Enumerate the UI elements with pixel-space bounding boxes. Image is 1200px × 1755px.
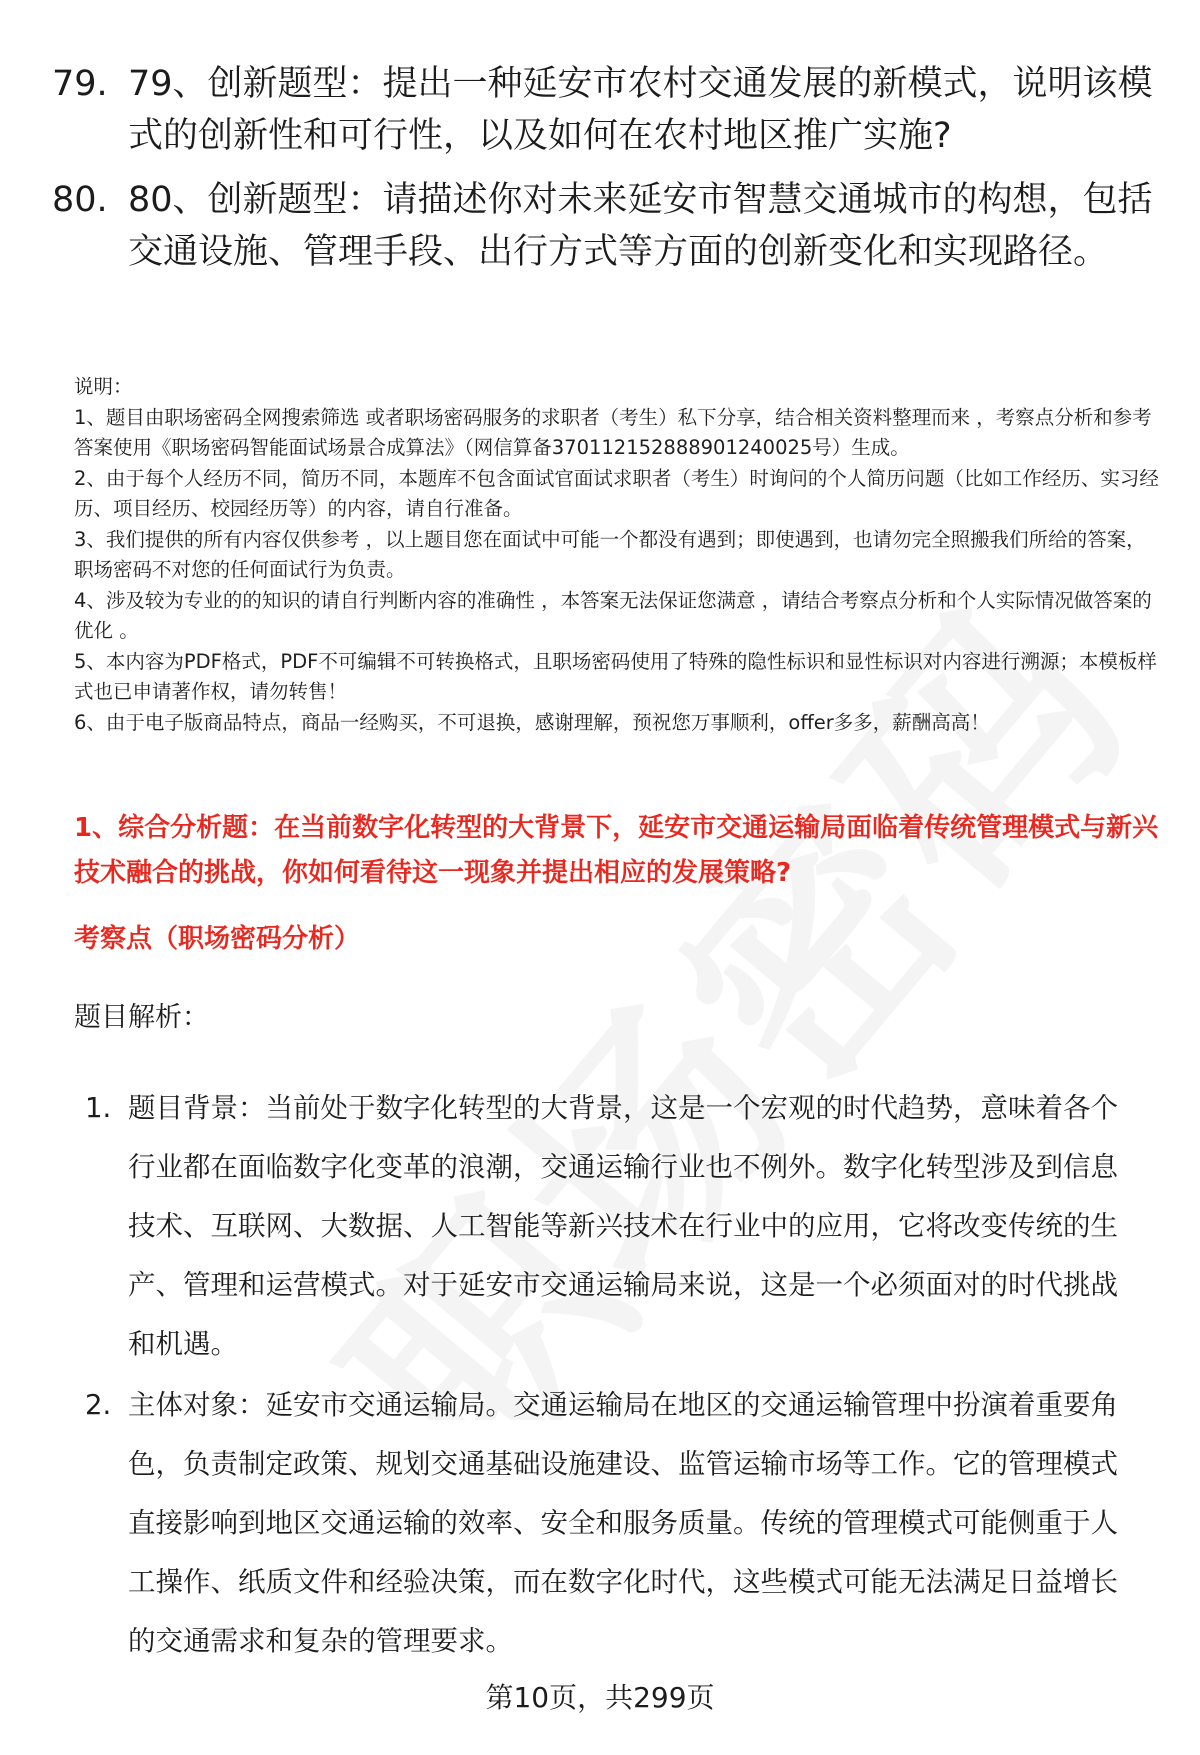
analysis-list-item [85,1079,1145,1374]
exam-point-heading: 考察点（职场密码分析） [74,924,361,954]
note-item: 2、由于每个人经历不同，简历不同，本题库不包含面试官面试求职者（考生）时询问的个人简历问题（比如工作经历、实习经历、项目经历、校园经历等）的内容，请自行准备。 [74,466,1159,520]
list-text: 题目背景：当前处于数字化转型的大背景，这是一个宏观的时代趋势，意味着各个行业都在面临数字化变革的浪潮，交通运输行业也不例外。数字化转型涉及到信息技术、互联网、大数据、人工智能等新兴技术在行业中的应用，它将改变传统的生产、管理和运营模式。对于延安市交通运输局来说，这是一个必须面对的时代挑战和机遇。 [128,1092,1118,1360]
notes-heading: 说明： [74,375,133,398]
note-item: 4、涉及较为专业的的知识的请自行判断内容的准确性 ，本答案无法保证您满意 ，请结合考察点分析和个人实际情况做答案的优化 。 [74,588,1152,642]
question-text: 80、创新题型：请描述你对未来延安市智慧交通城市的构想，包括交通设施、管理手段、出行方式等方面的创新变化和实现路径。 [128,180,1153,272]
note-item: 5、本内容为PDF格式，PDF不可编辑不可转换格式，且职场密码使用了特殊的隐性标识和显性标识对内容进行溯源；本模板样式也已申请著作权，请勿转售！ [74,649,1157,703]
notes-section [74,372,1164,738]
list-text: 主体对象：延安市交通运输局。交通运输局在地区的交通运输管理中扮演着重要角色，负责制定政策、规划交通基础设施建设、监管运输市场等工作。它的管理模式直接影响到地区交通运输的效率、安全和服务质量。传统的管理模式可能侧重于人工操作、纸质文件和经验决策，而在数字化时代，这些模式可能无法满足日益增长的交通需求和复杂的管理要求。 [128,1389,1118,1657]
list-number: 1. [85,1092,112,1124]
question-number: 79. [52,64,108,104]
note-item: 3、我们提供的所有内容仅供参考 ，以上题目您在面试中可能一个都没有遇到；即使遇到，也请勿完全照搬我们所给的答案，职场密码不对您的任何面试行为负责。 [74,527,1146,581]
question-79 [52,58,1162,162]
list-number: 2. [85,1389,112,1421]
note-item: 1、题目由职场密码全网搜索筛选 或者职场密码服务的求职者（考生）私下分享，结合相关资料整理而来 ，考察点分析和参考答案使用《职场密码智能面试场景合成算法》（网信算备370112152888901240025号）生成。 [74,405,1152,459]
question-80 [52,174,1162,278]
page-number-footer: 第10页，共299页 [485,1681,715,1714]
section-question-heading: 1、综合分析题：在当前数字化转型的大背景下，延安市交通运输局面临着传统管理模式与新兴技术融合的挑战，你如何看待这一现象并提出相应的发展策略? [74,813,1159,888]
analysis-label: 题目解析： [74,1002,209,1033]
analysis-list-item [85,1376,1145,1671]
question-text: 79、创新题型：提出一种延安市农村交通发展的新模式，说明该模式的创新性和可行性，以及如何在农村地区推广实施? [128,64,1153,156]
note-item: 6、由于电子版商品特点，商品一经购买，不可退换，感谢理解，预祝您万事顺利，offer多多，薪酬高高！ [74,710,990,734]
question-number: 80. [52,180,108,220]
